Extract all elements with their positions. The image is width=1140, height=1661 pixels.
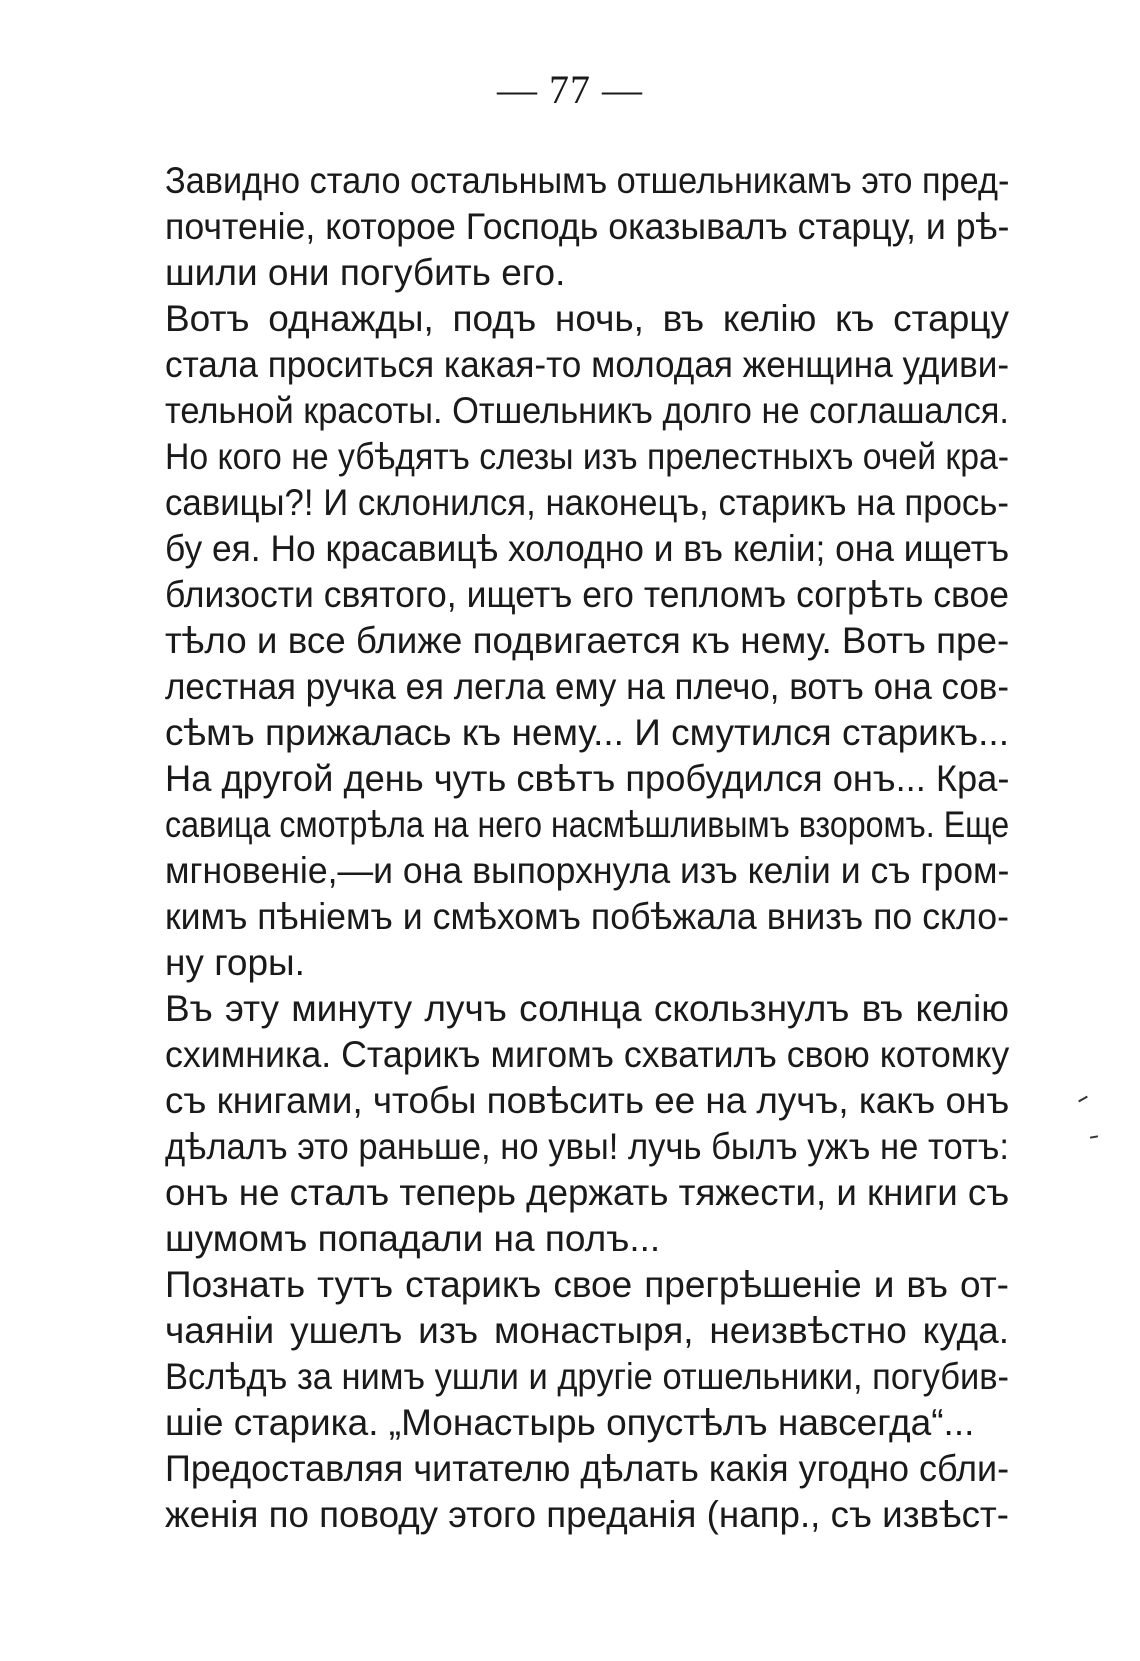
text-line: На другой день чуть свѣтъ пробудился онъ... Кра- <box>165 758 1010 799</box>
text-line: женія по поводу этого преданія (напр., съ извѣст- <box>165 1494 1009 1535</box>
text-line: савицы?! И склонился, наконецъ, старикъ на прось- <box>165 482 1009 523</box>
text-line: дѣлалъ это раньше, но увы! лучь былъ ужъ не тотъ: <box>165 1126 1009 1167</box>
text-line: бу ея. Но красавицѣ холодно и въ келіи; она ищетъ <box>165 528 1010 569</box>
text-line: шіе старика. „Монастырь опустѣлъ навсегда“... <box>165 1402 975 1443</box>
text-line: тѣло и все ближе подвигается къ нему. Вотъ пре- <box>165 620 1010 661</box>
text-line: Познать тутъ старикъ свое прегрѣшеніе и въ от- <box>165 1264 1009 1305</box>
text-line: почтеніе, которое Господь оказывалъ старцу, и рѣ- <box>165 206 1010 247</box>
text-line: савица смотрѣла на него насмѣшливымъ взоромъ. Еще <box>165 804 1010 845</box>
text-line: Вотъ однажды, подъ ночь, въ келію къ старцу <box>165 298 1009 339</box>
text-line: чаяніи ушелъ изъ монастыря, неизвѣстно куда. <box>165 1310 1009 1351</box>
text-line: Въ эту минуту лучъ солнца скользнулъ въ келію <box>165 988 1009 1029</box>
text-line: стала проситься какая-то молодая женщина удиви- <box>165 344 1010 385</box>
text-line: шили они погубить его. <box>165 252 566 293</box>
text-line: ну горы. <box>165 942 305 983</box>
text-line: кимъ пѣніемъ и смѣхомъ побѣжала внизъ по скло- <box>165 896 1010 937</box>
text-line: Вслѣдъ за нимъ ушли и другіе отшельники, погубив- <box>165 1356 1009 1397</box>
text-line: лестная ручка ея легла ему на плечо, вотъ она сов- <box>165 666 1009 707</box>
margin-mark <box>1078 1096 1088 1103</box>
text-line: онъ не сталъ теперь держать тяжести, и книги съ <box>165 1172 1010 1213</box>
text-line: мгновеніе,—и она выпорхнула изъ келіи и съ гром- <box>165 850 1010 891</box>
text-line: сѣмъ прижалась къ нему... И смутился старикъ... <box>165 712 1009 753</box>
text-line: съ книгами, чтобы повѣсить ее на лучъ, какъ онъ <box>165 1080 1010 1121</box>
text-line: Завидно стало остальнымъ отшельникамъ это пред- <box>165 160 1010 201</box>
body-text <box>165 158 1009 1538</box>
text-line: шумомъ попадали на полъ... <box>165 1218 661 1259</box>
text-line: тельной красоты. Отшельникъ долго не соглашался. <box>165 390 1009 431</box>
text-line: схимника. Старикъ мигомъ схватилъ свою котомку <box>165 1034 1010 1075</box>
page-number: — 77 — <box>497 67 643 112</box>
text-line: Предоставляя читателю дѣлать какія угодно сбли- <box>165 1448 1010 1489</box>
margin-mark <box>1090 1135 1098 1138</box>
text-line: Но кого не убѣдятъ слезы изъ прелестныхъ очей кра- <box>165 436 1009 477</box>
text-line: близости святого, ищетъ его тепломъ согрѣть свое <box>165 574 1009 615</box>
